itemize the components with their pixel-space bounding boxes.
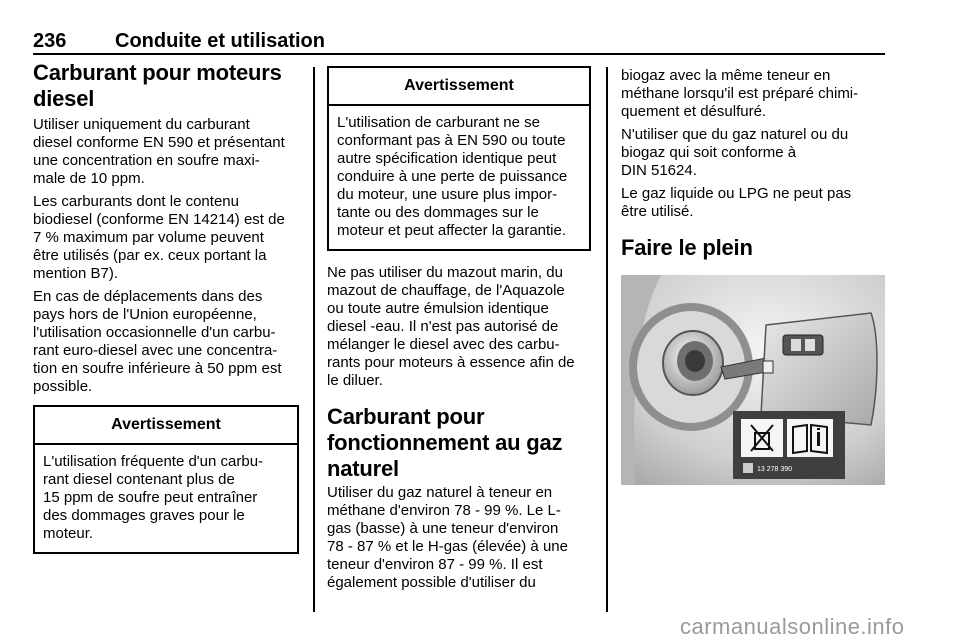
column-1 xyxy=(33,60,299,554)
warning-text: L'utilisation de carburant ne se conformant pas à EN 590 ou toute autre spécification identique peut conduire à une perte de puissance du moteur, une usure plus impor- tante ou des dommages sur le moteur et peut affecter la garantie. xyxy=(337,114,568,239)
paragraph-natural-gas: Utiliser du gaz naturel à teneur en méthane d'environ 78 - 99 %. Le L- gas (basse) à une teneur d'environ 78 - 87 % et le H-gas (élevée) à une teneur d'environ 87 - 99 %. Il est également possible d'utiliser du xyxy=(327,484,568,591)
warning-title: Avertissement xyxy=(329,68,589,106)
paragraph-din: N'utiliser que du gaz naturel ou du biogaz qui soit conforme à DIN 51624. xyxy=(621,126,849,179)
column-3 xyxy=(621,60,887,485)
paragraph-lpg: Le gaz liquide ou LPG ne peut pas être utilisé. xyxy=(621,185,852,220)
warning-box-en590 xyxy=(327,66,591,251)
section-heading-diesel: Carburant pour moteurs diesel xyxy=(33,60,282,111)
figure-code: 13 278 390 xyxy=(757,466,793,473)
running-head: Conduite et utilisation xyxy=(115,30,325,52)
warning-box-sulphur xyxy=(33,405,299,554)
section-heading-refuelling: Faire le plein xyxy=(621,235,753,260)
column-divider-2 xyxy=(606,67,608,612)
warning-text: L'utilisation fréquente d'un carbu- rant diesel contenant plus de 15 ppm de soufre peut entraîner des dommages graves pour le moteur. xyxy=(43,453,264,542)
fuel-filler-photo xyxy=(621,275,885,485)
column-divider-1 xyxy=(313,67,315,612)
column-2 xyxy=(327,60,591,597)
paragraph-marine-fuel: Ne pas utiliser du mazout marin, du mazout de chauffage, de l'Aquazole ou toute autre émulsion identique diesel -eau. Il n'est pas autorisé de mélanger le diesel avec des carbu- rants pour moteurs à essence afin de le diluer. xyxy=(327,264,575,389)
header-rule xyxy=(33,53,885,55)
paragraph-diesel-2: Les carburants dont le contenu biodiesel (conforme EN 14214) est de 7 % maximum par volume peuvent être utilisés (par ex. ceux portant la mention B7). xyxy=(33,193,285,282)
paragraph-diesel-3: En cas de déplacements dans des pays hors de l'Union européenne, l'utilisation occasionnelle d'un carbu- rant euro-diesel avec une concentra- tion en soufre inférieure à 50 ppm est possible. xyxy=(33,288,282,395)
watermark: carmanualsonline.info xyxy=(680,614,905,639)
warning-title: Avertissement xyxy=(35,407,297,445)
paragraph-diesel-1: Utiliser uniquement du carburant diesel conforme EN 590 et présentant une concentration en soufre maxi- male de 10 ppm. xyxy=(33,116,285,187)
section-heading-natural-gas: Carburant pour fonctionnement au gaz naturel xyxy=(327,404,563,481)
page-number: 236 xyxy=(33,30,67,52)
paragraph-biogas: biogaz avec la même teneur en méthane lorsqu'il est préparé chimi- quement et désulfuré. xyxy=(621,67,859,120)
